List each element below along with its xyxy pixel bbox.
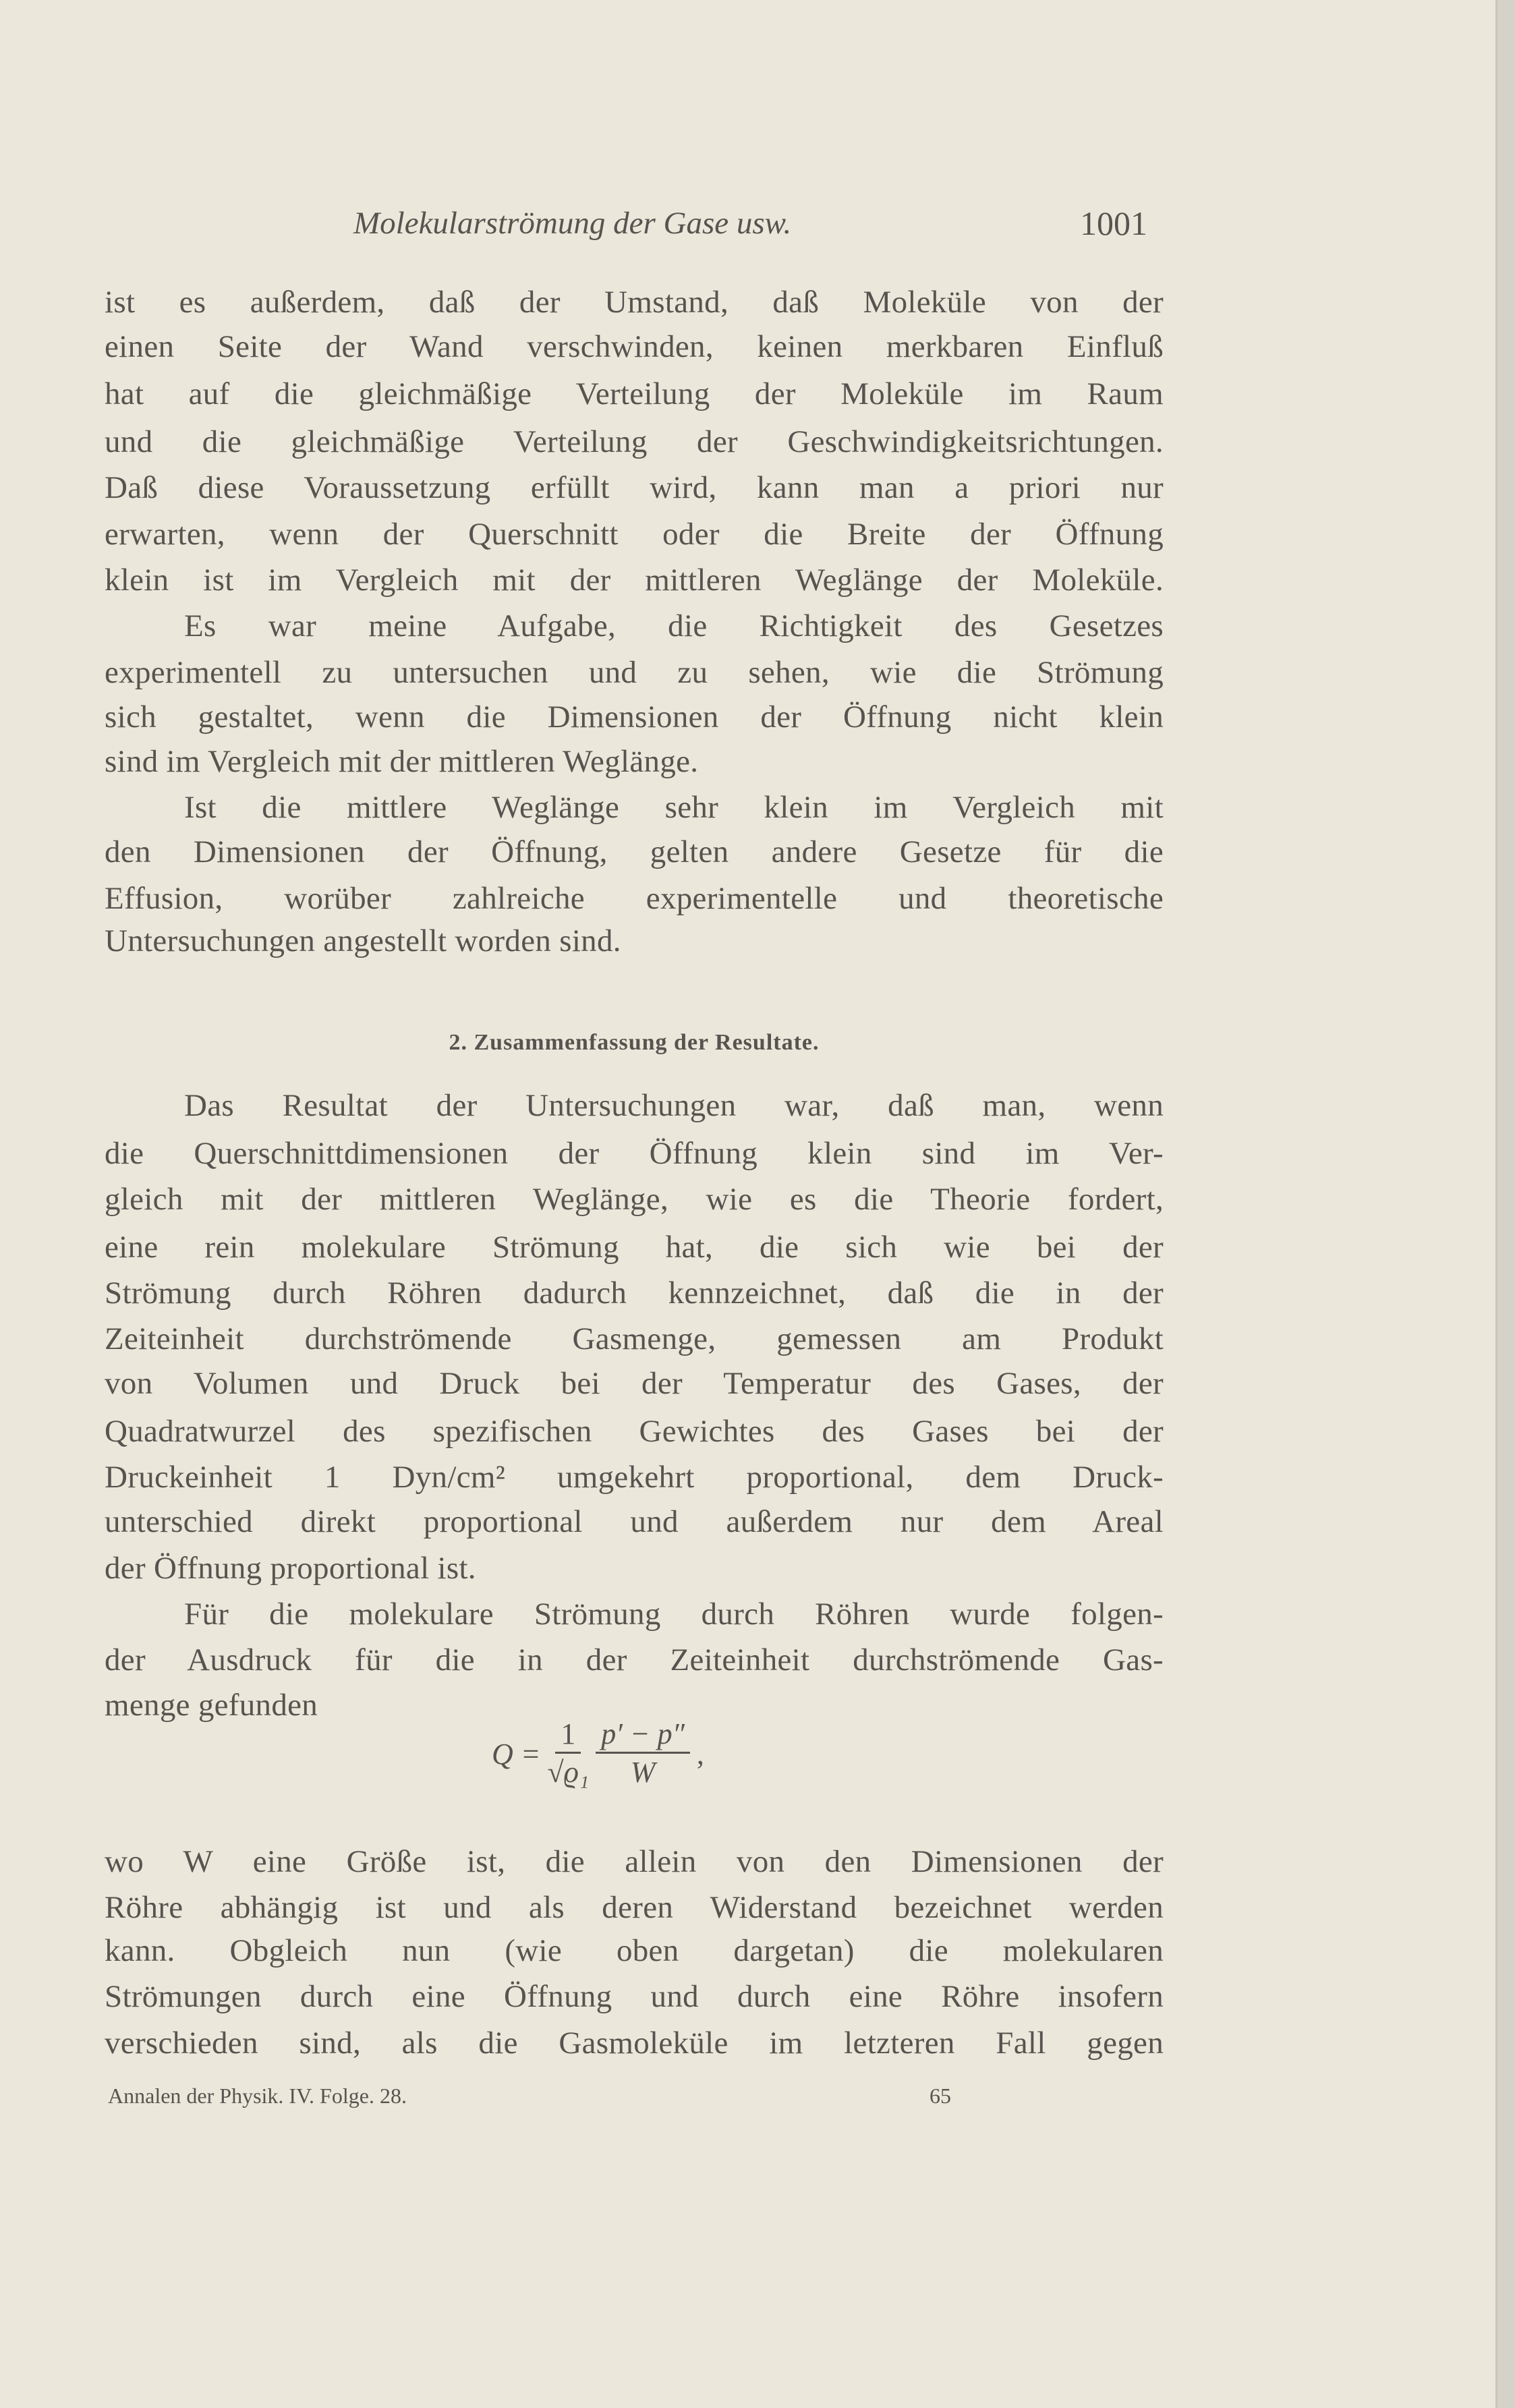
text-line: einen Seite der Wand verschwinden, keinen merkbaren Einfluß	[105, 329, 1164, 364]
text-line: sind im Vergleich mit der mittleren Weglänge.	[105, 744, 699, 779]
text-line: Untersuchungen angestellt worden sind.	[105, 923, 621, 958]
text-line: eine rein molekulare Strömung hat, die sich wie bei der	[105, 1230, 1164, 1265]
text-line: Strömung durch Röhren dadurch kennzeichnet, daß die in der	[105, 1275, 1164, 1311]
footer-journal: Annalen der Physik. IV. Folge. 28.	[108, 2084, 407, 2108]
text-line: Es war meine Aufgabe, die Richtigkeit des Gesetzes	[184, 608, 1164, 643]
fraction-one-over-root-rho	[547, 1717, 589, 1791]
text-line: verschieden sind, als die Gasmoleküle im letzteren Fall gegen	[105, 2026, 1164, 2061]
fraction-pressure-difference	[596, 1717, 690, 1791]
page-number: 1001	[1080, 204, 1147, 242]
text-line: Strömungen durch eine Öffnung und durch eine Röhre insofern	[105, 1979, 1164, 2014]
text-line: wo W eine Größe ist, die allein von den Dimensionen der	[105, 1844, 1164, 1879]
text-line: ist es außerdem, daß der Umstand, daß Moleküle von der	[105, 285, 1164, 320]
text-line: erwarten, wenn der Querschnitt oder die Breite der Öffnung	[105, 517, 1164, 552]
formula-lhs: Q =	[492, 1738, 541, 1771]
text-line: Ist die mittlere Weglänge sehr klein im Vergleich mit	[184, 790, 1164, 825]
text-line: kann. Obgleich nun (wie oben dargetan) die molekularen	[105, 1933, 1164, 1968]
page-edge	[1495, 0, 1515, 2408]
text-line: Für die molekulare Strömung durch Röhren wurde folgen-	[184, 1597, 1164, 1632]
text-line: der Öffnung proportional ist.	[105, 1551, 476, 1586]
footer-signature: 65	[930, 2084, 951, 2108]
text-line: Quadratwurzel des spezifischen Gewichtes des Gases bei der	[105, 1414, 1164, 1449]
text-line: unterschied direkt proportional und außerdem nur dem Areal	[105, 1504, 1164, 1539]
running-title: Molekularströmung der Gase usw.	[353, 206, 792, 241]
formula	[492, 1717, 704, 1791]
text-line: Zeiteinheit durchströmende Gasmenge, gemessen am Produkt	[105, 1321, 1164, 1356]
text-line: Effusion, worüber zahlreiche experimentelle und theoretische	[105, 881, 1164, 916]
text-line: Druckeinheit 1 Dyn/cm² umgekehrt proportional, dem Druck-	[105, 1460, 1164, 1495]
text-line: hat auf die gleichmäßige Verteilung der Moleküle im Raum	[105, 376, 1164, 411]
text-line: der Ausdruck für die in der Zeiteinheit durchströmende Gas-	[105, 1642, 1164, 1678]
text-line: Das Resultat der Untersuchungen war, daß man, wenn	[184, 1088, 1164, 1123]
text-line: experimentell zu untersuchen und zu sehen, wie die Strömung	[105, 655, 1164, 690]
text-line: menge gefunden	[105, 1688, 318, 1723]
fraction-numerator: 1	[555, 1717, 581, 1754]
fraction-denominator: W	[630, 1756, 656, 1789]
formula-comma: ,	[696, 1738, 704, 1771]
text-line: die Querschnittdimensionen der Öffnung klein sind im Ver-	[105, 1136, 1164, 1171]
text-line: den Dimensionen der Öffnung, gelten andere Gesetze für die	[105, 834, 1164, 869]
text-line: von Volumen und Druck bei der Temperatur des Gases, der	[105, 1366, 1164, 1401]
text-line: sich gestaltet, wenn die Dimensionen der Öffnung nicht klein	[105, 699, 1164, 735]
fraction-denominator: √ϱ₁	[547, 1756, 590, 1789]
section-heading: 2. Zusammenfassung der Resultate.	[449, 1030, 820, 1055]
text-line: gleich mit der mittleren Weglänge, wie es die Theorie fordert,	[105, 1182, 1164, 1217]
text-line: klein ist im Vergleich mit der mittleren Weglänge der Moleküle.	[105, 563, 1164, 598]
text-line: Daß diese Voraussetzung erfüllt wird, kann man a priori nur	[105, 470, 1164, 505]
fraction-numerator: p′ − p″	[596, 1717, 690, 1754]
text-line: und die gleichmäßige Verteilung der Geschwindigkeitsrichtungen.	[105, 424, 1164, 459]
text-line: Röhre abhängig ist und als deren Widerstand bezeichnet werden	[105, 1890, 1164, 1925]
